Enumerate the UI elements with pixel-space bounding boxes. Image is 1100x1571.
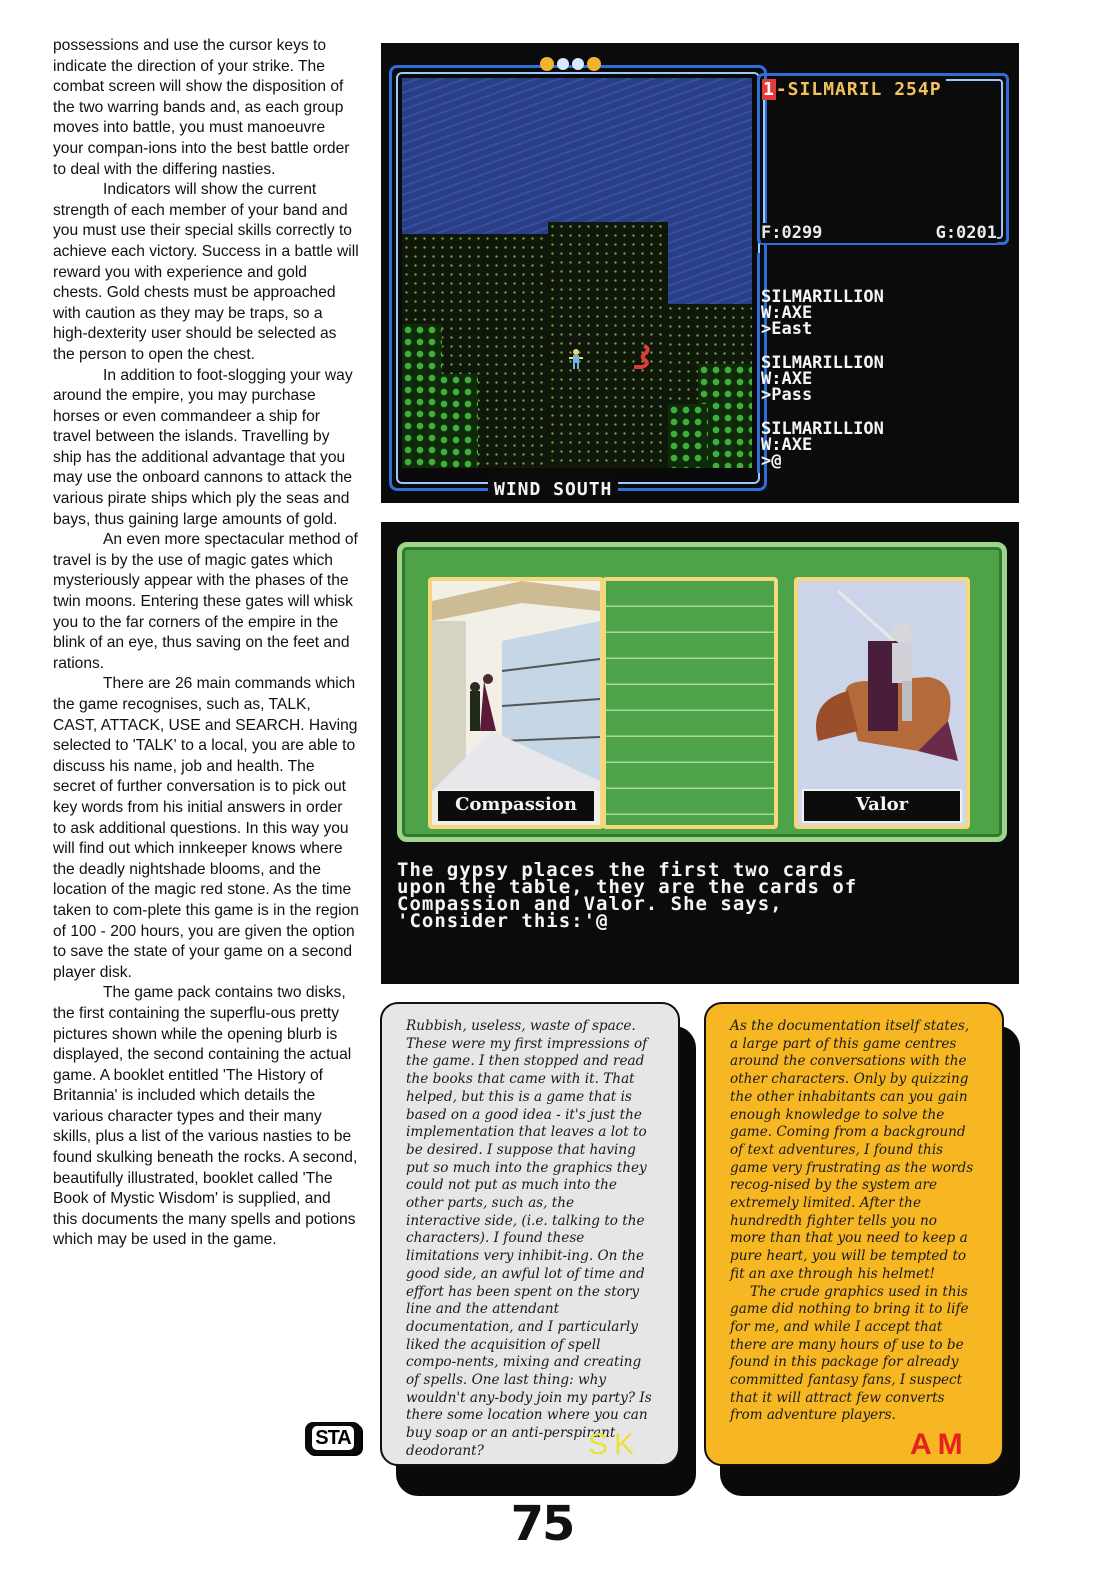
gypsy-scene-illustration [432,581,600,791]
text-line: Compassion and Valor. She says, [397,893,783,915]
paragraph: The game pack contains two disks, the first containing the superflu-ous pretty pictures shown while the opening blurb is displayed, the second containing the actual game. A booklet entitled 'The History of Britannia' is included which details the various character types and their many skills, plus a list of the various nasties to be found skulking beneath the rocks. A second, beautifully illustrated, booklet called 'The Book of Mystic Wisdom' is supplied, and this documents the many spells and potions which may be used in the game. [53,984,358,1249]
wind-indicator: WIND SOUTH [488,479,618,500]
card-label-right: Valor [802,789,962,823]
game-screenshot-map [381,43,1019,503]
text-line: SILMARILLION [761,353,884,373]
text-line: >Pass [761,385,813,405]
paragraph: possessions and use the cursor keys to indicate the direction of your strike. The combat screen will show the disposition of the two warring bands and, as each group moves into battle, you must manoeuvre your compan-ions into the best battle order to deal with the differing nasties. [53,37,350,178]
text-line: >East [761,319,813,339]
paragraph: As the documentation itself states, a large part of this game centres around the conversations with the other characters. Only by quizzing the other inhabitants can you gain enough knowledge to solve the game. Coming from a background of text adventures, I found this game very frustrating as the words recog-nised by the system are extremely limited. After the hundredth fighter tells you no more than that you need to keep a pure heart, you will be tempted to fit an axe through his helmet! [730,1018,974,1282]
review-text [730,1018,976,1425]
sta-logo [305,1422,361,1454]
paragraph: The crude graphics used in this game did nothing to bring it to life for me, and while I accept that there are many hours of use to be found in this package for already committed fantasy fans, I suspect that it will attract few converts from adventure players. [730,1283,969,1424]
text-line: SILMARILLION [761,419,884,439]
text-line: The gypsy places the first two cards [397,859,845,881]
map-viewport [396,72,760,484]
party-member-name [762,79,946,100]
review-am [704,1002,1004,1468]
food-gold-readout [761,223,997,243]
text-line: upon the table, they are the cards of [397,876,858,898]
card-label-left: Compassion [436,789,596,823]
moon-icon [587,57,601,71]
message-log [761,289,1011,469]
text-line: >@ [761,451,782,471]
knight-illustration [798,581,966,791]
card-empty-slot [602,577,778,829]
paragraph: In addition to foot-slogging your way around the empire, you may purchase horses or even commandeer a ship for travel between the islands. Travelling by ship has the additional advantage that you may use the onboard cannons to attack the various pirate ships which ply the seas and bays, thus gaining large amounts of gold. [53,366,353,528]
card-table [397,542,1007,842]
paragraph: Rubbish, useless, waste of space. These were my first impressions of the game. I then stopped and read the books that came with it. That helped, but this is a game that is based on a good idea - it's just the implementation that leaves a lot to be desired. I suppose that having put so much into the graphics they could not put as much into the other parts, such as, the interactive side, (i.e. talking to the characters). I found these limitations very inhibit-ing. On the good side, an awful lot of time and effort has been spent on the story line and the attendant documentation, and I particularly liked the acquisition of spell compo-nents, mixing and creating of spells. One last thing: why wouldn't any-body join my party? Is there some location where you can buy soap or an anti-perspirant deodorant? [406,1018,652,1459]
sta-logo-text: STA [312,1426,354,1450]
party-name-text: -SILMARIL 254P [775,79,942,100]
gypsy-dialogue [397,859,997,932]
review-text [406,1018,652,1461]
paragraph: Indicators will show the current strength of each member of your band and you must use their special skills correctly to achieve each victory. Success in a battle will reward you with experience and gold chests. Gold chests must be approached with caution as they may be traps, so a high-dexterity user should be selected as the person to open the chest. [53,181,359,363]
text-line: W:AXE [761,369,813,389]
review-sk [380,1002,680,1468]
map-forest [402,324,442,468]
moon-icon [557,58,569,70]
review-box [704,1002,1004,1466]
map-forest [668,404,708,468]
paragraph: An even more spectacular method of travel is by the use of magic gates which mysteriously appear with the phases of the twin moons. Entering these gates will whisk you to the far corners of the empire in the blink of an eye, thus saving on the feet and rations. [53,531,358,672]
card-valor [794,577,970,829]
reviewer-initials: AM [910,1428,969,1461]
moon-icon [540,57,554,71]
page-number: 75 [510,1496,574,1552]
moon-phases [540,54,601,74]
food-counter: F:0299 [761,223,823,243]
serpent-sprite [630,344,652,370]
hero-sprite [566,348,586,370]
paragraph: There are 26 main commands which the game recognises, such as, TALK, CAST, ATTACK, USE and SEARCH. Having selected to 'TALK' to a local, you are able to discuss his name, job and health. The secret of further conversation is to pick out key words from his initial answers in order to ask additional questions. In this way you will find out which innkeeper knows where the deadly nightshade blooms, and the location of the magic red stone. As the time taken to com-plete this game is in the region of 100 - 200 hours, you are given the option to save the state of your game on a second player disk. [53,675,359,981]
moon-icon [572,58,584,70]
text-line: W:AXE [761,303,813,323]
gold-counter: G:0201 [935,223,997,243]
text-line: SILMARILLION [761,287,884,307]
map-forest [438,374,478,468]
map-frame [389,65,767,500]
article-column [53,36,359,1251]
card-compassion [428,577,604,829]
text-line: 'Consider this:'@ [397,910,609,932]
game-screenshot-gypsy [381,522,1019,984]
reviewer-initials: SK [588,1428,641,1461]
text-line: W:AXE [761,435,813,455]
party-index: 1 [763,79,775,100]
review-box [380,1002,680,1466]
